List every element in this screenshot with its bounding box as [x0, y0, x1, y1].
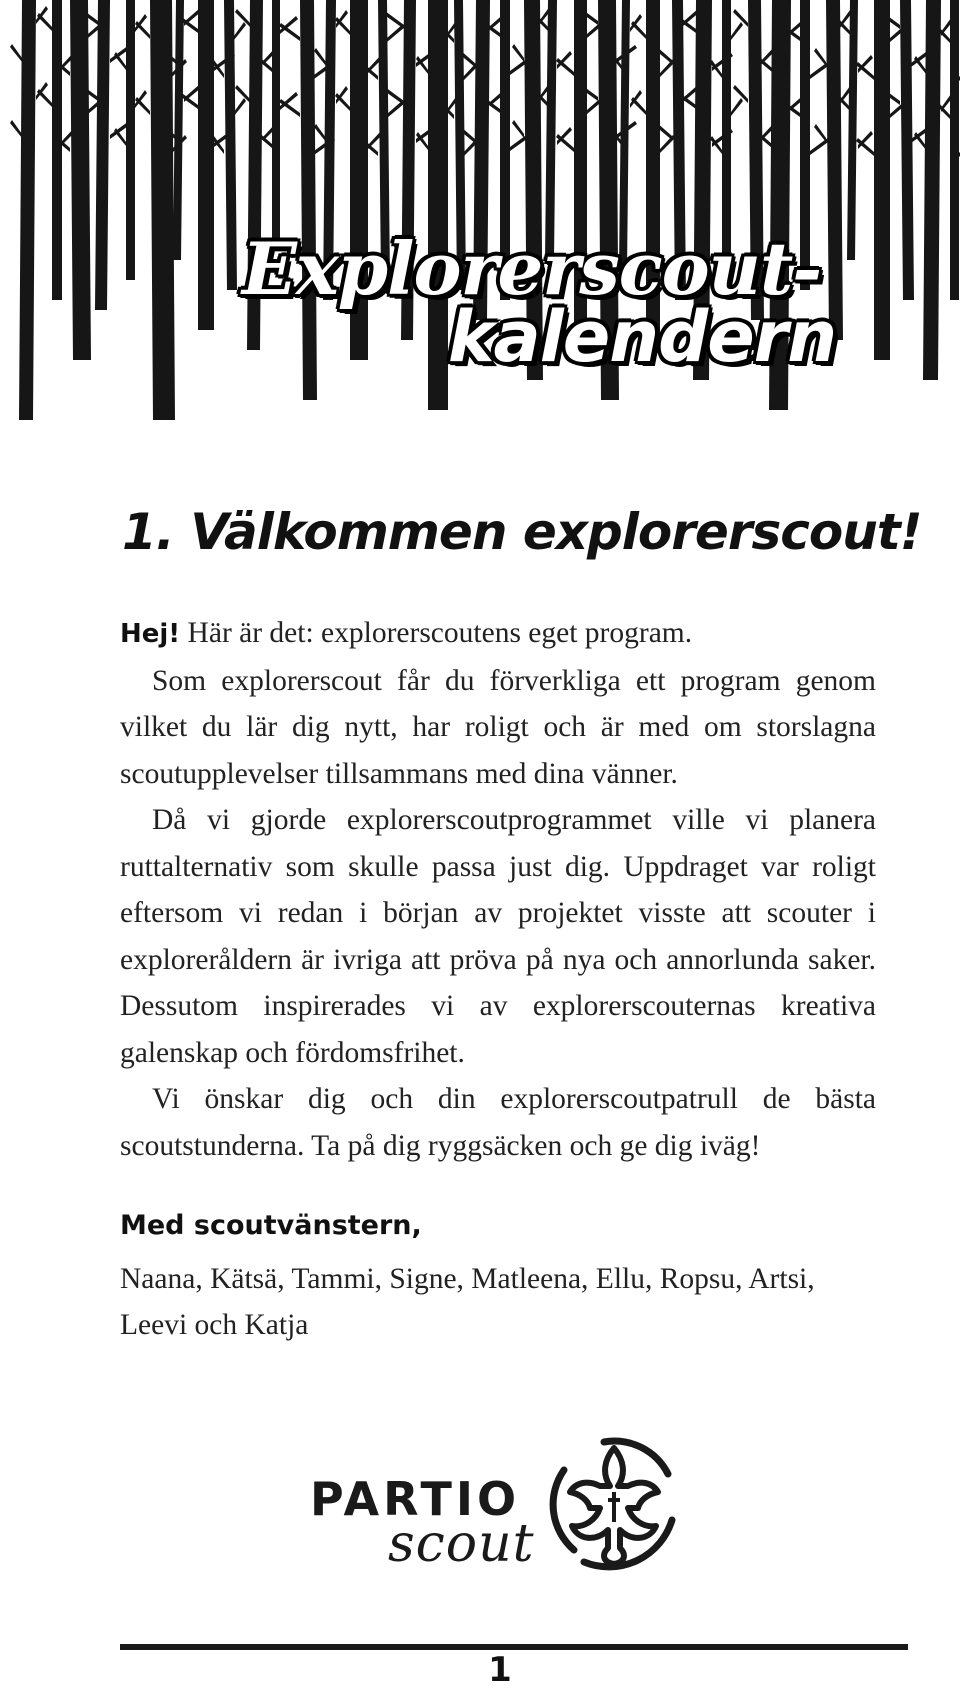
page-number: 1: [488, 1650, 512, 1690]
body-text: [120, 610, 876, 1169]
book-title-line-2: kalendern: [448, 296, 837, 378]
logo-wordmark-partio: PARTIO: [310, 1472, 521, 1526]
paragraph-3: Vi önskar dig och din explorerscoutpatrull de bästa scoutstunderna. Ta på dig ryggsäcken och ge dig iväg!: [120, 1083, 876, 1162]
chapter-heading: 1. Välkommen explorerscout!: [122, 503, 922, 561]
signature-heading: Med scoutvänstern,: [120, 1210, 422, 1241]
scout-lily-emblem-icon: [544, 1430, 684, 1576]
lead-greeting: Hej!: [120, 619, 181, 649]
paragraph-2: Då vi gjorde explorerscoutprogrammet ville vi planera ruttalternativ som skulle passa just dig. Uppdraget var roligt eftersom vi redan i början av projektet visste att scouter i exploreråldern är ivriga att pröva på nya och annorlunda saker. Dessutom inspirerades vi av explorerscouternas kreativa galenskap och fördomsfrihet.: [120, 804, 876, 1069]
book-title: [0, 0, 960, 420]
book-title-line-1: Explorerscout-: [242, 226, 822, 311]
logo-wordmark-scout: scout: [388, 1514, 535, 1574]
lead-sentence: Här är det: explorerscoutens eget program.: [180, 617, 693, 649]
partio-scout-logo: [306, 1430, 686, 1580]
signature-names: Naana, Kätsä, Tammi, Signe, Matleena, Ellu, Ropsu, Artsi, Leevi och Katja: [120, 1263, 815, 1341]
paragraph-1: Som explorerscout får du förverkliga ett program genom vilket du lär dig nytt, har roligt och är med om storslagna scoutupplevelser tillsammans med dina vänner.: [120, 664, 876, 790]
lead-paragraph: [120, 610, 876, 658]
